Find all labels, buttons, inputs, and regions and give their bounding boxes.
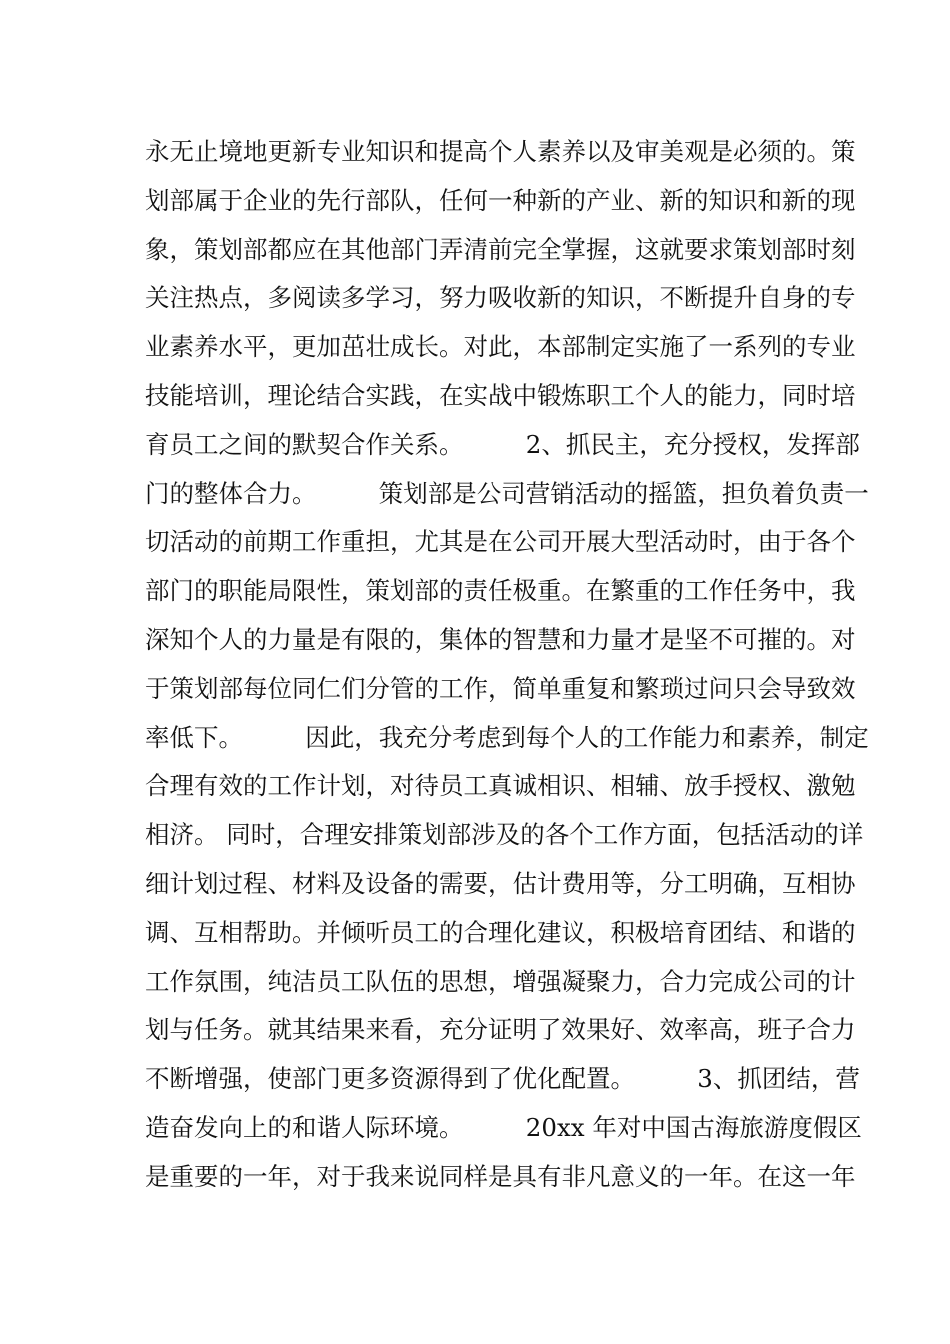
text-line: 划与任务。就其结果来看，充分证明了效果好、效率高，班子合力 <box>145 1015 856 1045</box>
text-line: 技能培训，理论结合实践，在实战中锻炼职工个人的能力，同时培 <box>145 380 856 410</box>
text-line: 不断增强，使部门更多资源得到了优化配置。 3、抓团结，营 <box>145 1064 860 1094</box>
text-line: 工作氛围，纯洁员工队伍的思想，增强凝聚力，合力完成公司的计 <box>145 966 856 996</box>
text-line: 相济。 同时，合理安排策划部涉及的各个工作方面，包括活动的详 <box>145 820 864 850</box>
text-line: 率低下。 因此，我充分考虑到每个人的工作能力和素养，制定 <box>145 722 869 752</box>
text-line: 造奋发向上的和谐人际环境。 20xx 年对中国古海旅游度假区 <box>145 1112 862 1142</box>
text-line: 门的整体合力。 策划部是公司营销活动的摇篮，担负着负责一 <box>145 478 869 508</box>
text-line: 调、互相帮助。并倾听员工的合理化建议，积极培育团结、和谐的 <box>145 917 856 947</box>
text-line: 深知个人的力量是有限的，集体的智慧和力量才是坚不可摧的。对 <box>145 624 856 654</box>
text-line: 划部属于企业的先行部队，任何一种新的产业、新的知识和新的现 <box>145 185 856 215</box>
text-line: 部门的职能局限性，策划部的责任极重。在繁重的工作任务中，我 <box>145 576 856 606</box>
text-line: 育员工之间的默契合作关系。 2、抓民主，充分授权，发挥部 <box>145 429 860 459</box>
text-line: 合理有效的工作计划，对待员工真诚相识、相辅、放手授权、激勉 <box>145 771 856 801</box>
text-line: 永无止境地更新专业知识和提高个人素养以及审美观是必须的。策 <box>145 137 856 166</box>
text-line: 切活动的前期工作重担，尤其是在公司开展大型活动时，由于各个 <box>145 527 856 557</box>
body-text <box>145 128 869 1202</box>
text-line: 关注热点，多阅读多学习，努力吸收新的知识，不断提升自身的专 <box>145 283 856 313</box>
text-line: 象，策划部都应在其他部门弄清前完全掌握，这就要求策划部时刻 <box>145 234 856 264</box>
text-line: 是重要的一年，对于我来说同样是具有非凡意义的一年。在这一年 <box>145 1161 856 1191</box>
text-line: 于策划部每位同仁们分管的工作，简单重复和繁琐过问只会导致效 <box>145 673 856 703</box>
text-line: 细计划过程、材料及设备的需要，估计费用等，分工明确，互相协 <box>145 868 856 898</box>
text-line: 业素养水平，更加茁壮成长。对此，本部制定实施了一系列的专业 <box>145 332 856 362</box>
